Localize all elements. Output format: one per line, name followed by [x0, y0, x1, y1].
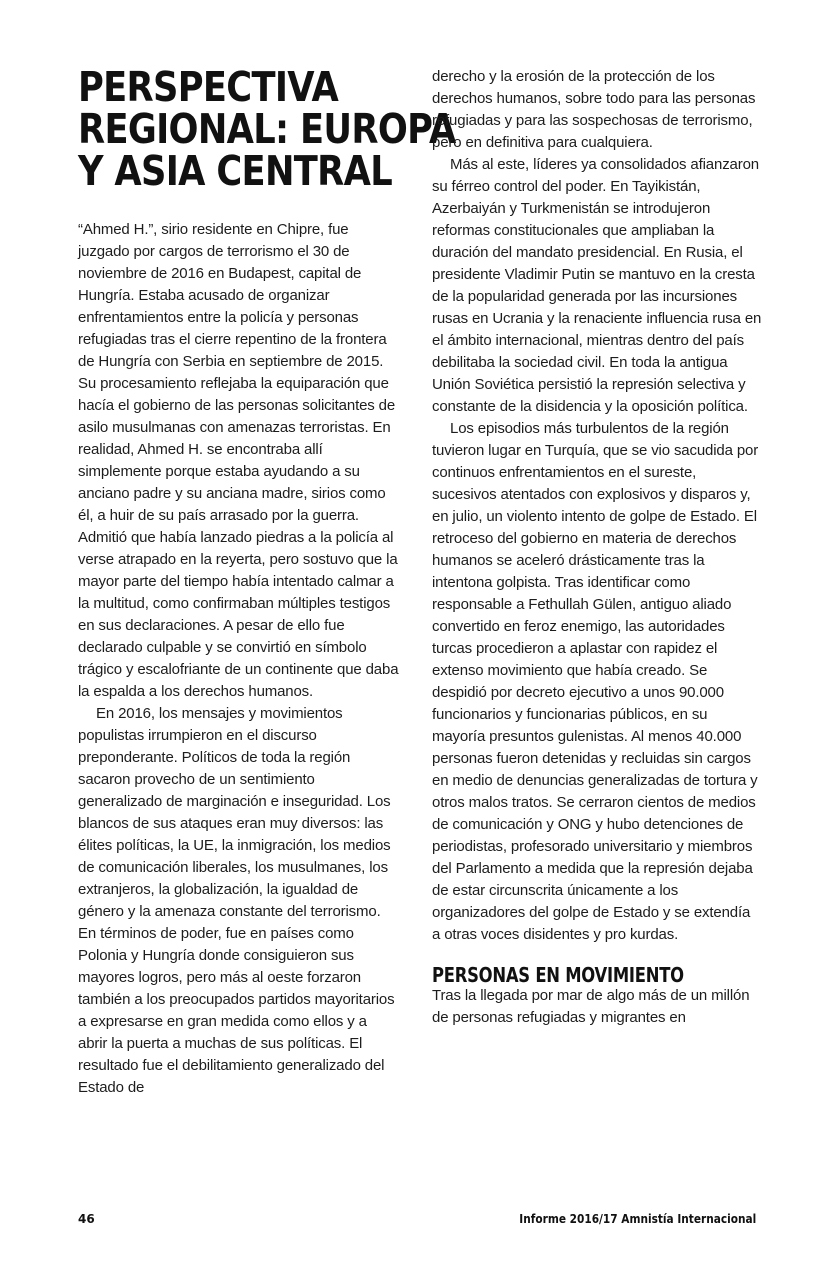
page-footer	[78, 1212, 756, 1230]
paragraph-east-leaders: Más al este, líderes ya consolidados afianzaron su férreo control del poder. En Tayikistán, Azerbaiyán y Turkmenistán se introdujeron reformas constitucionales que ampliaban la duración del mandato presidencial. En Rusia, el presidente Vladimir Putin se mantuvo en la cresta de la popularidad generada por las incursiones rusas en Ucrania y la renaciente influencia rusa en el ámbito internacional, mientras dentro del país debilitaba la sociedad civil. En toda la antigua Unión Soviética persistió la represión selectiva y constante de la disidencia y la oposición política.	[432, 156, 762, 415]
page-title	[78, 63, 456, 195]
title-line-2: REGIONAL: EUROPA	[78, 105, 456, 153]
paragraph-people-moving: Tras la llegada por mar de algo más de un millón de personas refugiadas y migrantes en	[432, 987, 750, 1026]
title-line-1: PERSPECTIVA	[78, 63, 339, 111]
paragraph-ahmed: “Ahmed H.”, sirio residente en Chipre, fue juzgado por cargos de terrorismo el 30 de noviembre de 2016 en Budapest, capital de Hungría. Estaba acusado de organizar enfrentamientos entre la policía y personas refugiadas tras el cierre repentino de la frontera de Hungría con Serbia en septiembre de 2015. Su procesamiento reflejaba la equiparación que hacía el gobierno de las personas solicitantes de asilo musulmanas con amenazas terroristas. En realidad, Ahmed H. se encontraba allí simplemente porque estaba ayudando a su anciano padre y su anciana madre, sirios como él, a huir de su país arrasado por la guerra. Admitió que había lanzado piedras a la policía al verse atrapado en la reyerta, pero sostuvo que la mayor parte del tiempo había intentado calmar a la multitud, como confirmaban múltiples testigos en sus declaraciones. A pesar de ello fue declarado culpable y se convirtió en símbolo trágico y escalofriante de un continente que daba la espalda a los derechos humanos.	[78, 221, 399, 700]
paragraph-populism: En 2016, los mensajes y movimientos populistas irrumpieron en el discurso preponderante. Políticos de toda la región sacaron provecho de un sentimiento generalizado de marginación e inseguridad. Los blancos de sus ataques eran muy diversos: las élites políticas, la UE, la inmigración, los medios de comunicación liberales, los musulmanes, los extranjeros, la globalización, la igualdad de género y la amenaza constante del terrorismo. En términos de poder, fue en países como Polonia y Hungría donde consiguieron sus mayores logros, pero más al oeste forzaron también a los preocupados partidos mayoritarios a expresarse en gran medida como ellos y a abrir la puerta a muchas de sus políticas. El resultado fue el debilitamiento generalizado del Estado de	[78, 705, 395, 1096]
right-column	[432, 66, 762, 1029]
page-number: 46	[78, 1212, 95, 1226]
report-title: Informe 2016/17 Amnistía Internacional	[519, 1212, 756, 1226]
paragraph-turkey: Los episodios más turbulentos de la región tuvieron lugar en Turquía, que se vio sacudida por continuos enfrentamientos en el sureste, sucesivos atentados con explosivos y disparos y, en julio, un violento intento de golpe de Estado. El retroceso del gobierno en materia de derechos humanos se aceleró drásticamente tras la intentona golpista. Tras identificar como responsable a Fethullah Gülen, antiguo aliado convertido en feroz enemigo, las autoridades turcas procedieron a aplastar con rapidez el extenso movimiento que había creado. Se despidió por decreto ejecutivo a unos 90.000 funcionarios y funcionarias públicos, en su mayoría presuntos gulenistas. Al menos 40.000 personas fueron detenidas y recluidas sin cargos en medio de denuncias generalizadas de tortura y otros malos tratos. Se cerraron cientos de medios de comunicación y ONG y hubo detenciones de periodistas, profesorado universitario y miembros del Parlamento a medida que la represión dejaba de estar circunscrita únicamente a los organizadores del golpe de Estado y se extendía a otras voces disidentes y pro kurdas.	[432, 420, 759, 943]
title-line-3: Y ASIA CENTRAL	[78, 147, 392, 195]
section-heading: PERSONAS EN MOVIMIENTO	[432, 963, 684, 987]
left-column	[78, 219, 400, 1099]
paragraph-rule-of-law: derecho y la erosión de la protección de los derechos humanos, sobre todo para las personas refugiadas y para las sospechosas de terrorismo, pero en definitiva para cualquiera.	[432, 68, 756, 151]
